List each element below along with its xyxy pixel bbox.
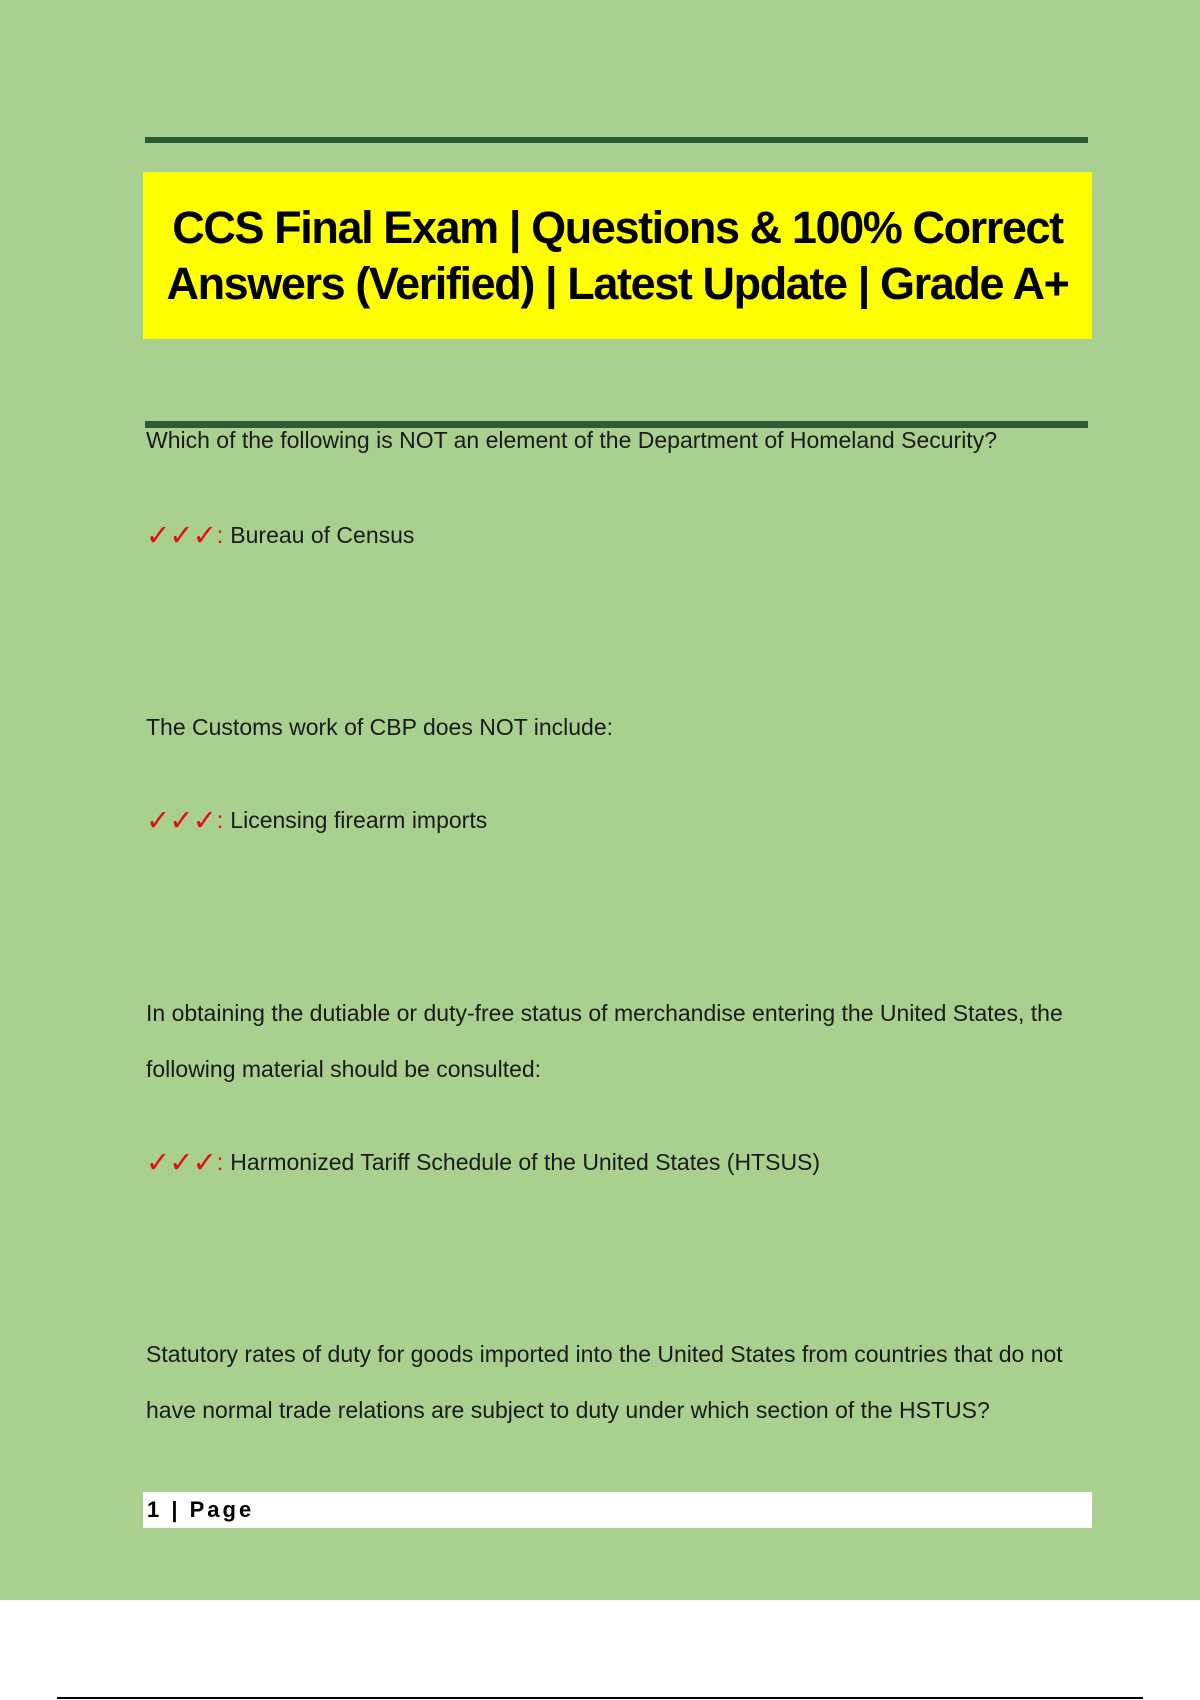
question-2: The Customs work of CBP does NOT include: [146,714,614,740]
page-footer [143,1492,1092,1528]
answer-3 [146,1147,820,1177]
answer-1-text: Bureau of Census [230,522,415,548]
viewer-bottom-divider [57,1697,1143,1699]
check-marks-icon: ✓✓✓ [146,518,216,552]
title-highlight [143,172,1092,339]
answer-3-text: Harmonized Tariff Schedule of the United States (HTSUS) [230,1149,821,1175]
answer-2-text: Licensing firearm imports [230,807,488,833]
check-marks-icon: ✓✓✓ [146,803,216,837]
page-number: 1 | Page [147,1497,255,1522]
check-marks-icon: ✓✓✓ [146,1145,216,1179]
question-1: Which of the following is NOT an element of the Department of Homeland Security? [146,427,997,453]
question-3: In obtaining the dutiable or duty-free status of merchandise entering the United States, the following material should be consulted: [146,1000,1063,1082]
answer-separator: : [216,1149,224,1175]
answer-2 [146,805,487,835]
answer-1 [146,520,414,550]
document-title: CCS Final Exam | Questions & 100% Correct Answers (Verified) | Latest Update | Grade A+ [166,201,1069,309]
answer-separator: : [216,807,224,833]
top-divider [145,137,1088,143]
question-4: Statutory rates of duty for goods imported into the United States from countries that do not have normal trade relations are subject to duty under which section of the HSTUS? [146,1341,1063,1423]
answer-separator: : [216,522,224,548]
